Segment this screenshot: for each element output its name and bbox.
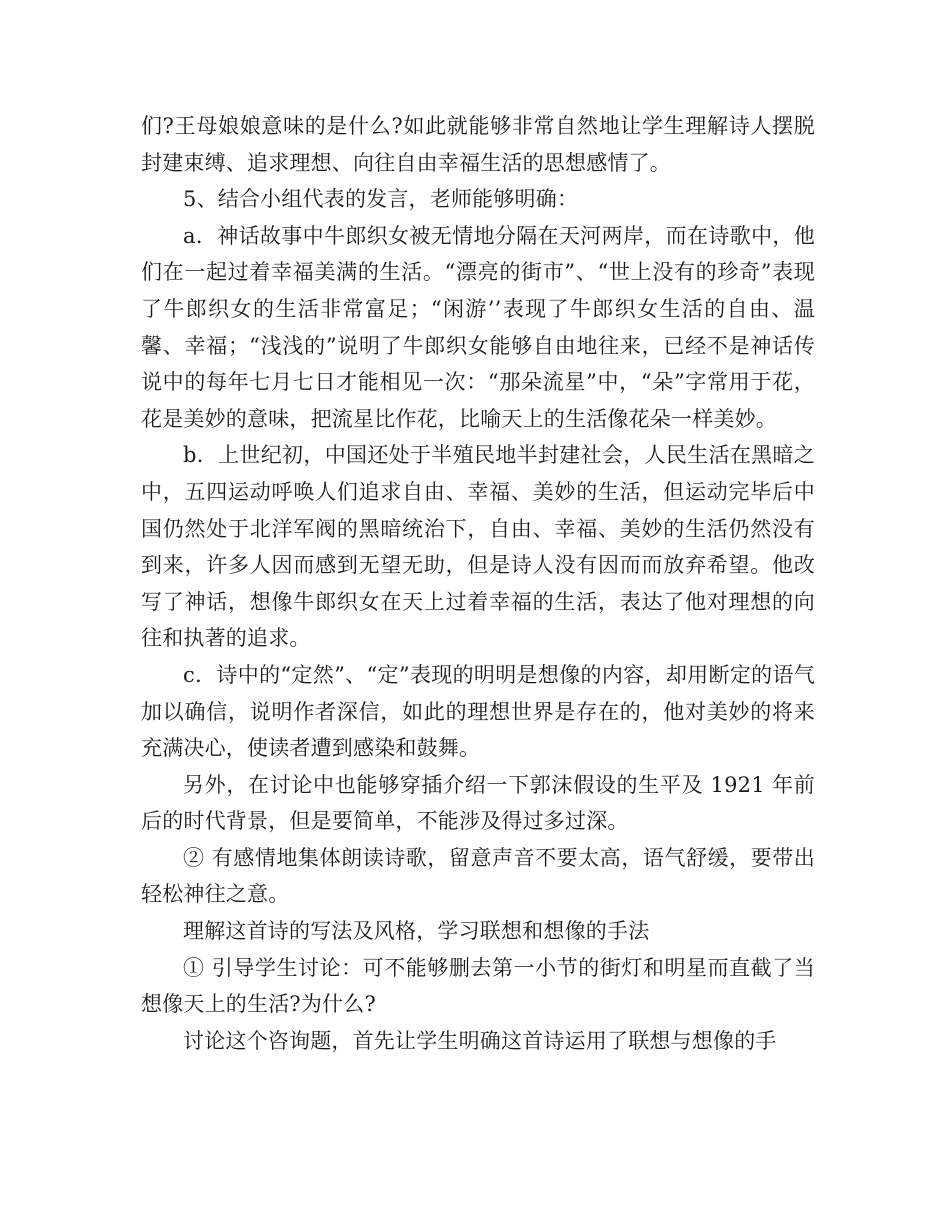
paragraph: 讨论这个咨询题，首先让学生明确这首诗运用了联想与想像的手 <box>183 1028 777 1053</box>
paragraph: 理解这首诗的写法及风格，学习联想和想像的手法 <box>183 919 650 944</box>
paragraph: a．神话故事中牛郎织女被无情地分隔在天河两岸，而在诗歌中，他们在一起过着幸福美满的生活。“漂亮的街市”、“世上没有的珍奇”表现了牛郎织女的生活非常富足；“闲游’’表现了牛郎织女生活的自由、温馨、幸福；“浅浅的”说明了牛郎织女能够自由地往来，已经不是神话传说中的每年七月七日才能相见一次：“那朵流星”中，“朵”字常用于花，花是美妙的意味，把流星比作花，比喻天上的生活像花朵一样美妙。 <box>141 223 815 431</box>
paragraph: 5、结合小组代表的发言，老师能够明确： <box>183 187 579 212</box>
document-body <box>141 108 815 1059</box>
paragraph: 们?王母娘娘意味的是什么?如此就能够非常自然地让学生理解诗人摆脱封建束缚、追求理想、向往自由幸福生活的思想感情了。 <box>141 114 815 175</box>
paragraph: 另外，在讨论中也能够穿插介绍一下郭沫假设的生平及 1921 年前后的时代背景，但是要简单，不能涉及得过多过深。 <box>141 772 815 834</box>
paragraph: b．上世纪初，中国还处于半殖民地半封建社会，人民生活在黑暗之中，五四运动呼唤人们追求自由、幸福、美妙的生活，但运动完毕后中国仍然处于北洋军阀的黑暗统治下，自由、幸福、美妙的生活仍然没有到来，许多人因而感到无望无助，但是诗人没有因而而放弃希望。他改写了神话，想像牛郎织女在天上过着幸福的生活，表达了他对理想的向往和执著的追求。 <box>141 443 815 651</box>
paragraph: ② 有感情地集体朗读诗歌，留意声音不要太高，语气舒缓，要带出轻松神往之意。 <box>141 845 815 907</box>
paragraph: c．诗中的“定然”、“定”表现的明明是想像的内容，却用断定的语气加以确信，说明作者深信，如此的理想世界是存在的，他对美妙的将来充满决心，使读者遭到感染和鼓舞。 <box>141 662 815 761</box>
paragraph: ① 引导学生讨论：可不能够删去第一小节的街灯和明星而直截了当想像天上的生活?为什么? <box>141 955 815 1017</box>
